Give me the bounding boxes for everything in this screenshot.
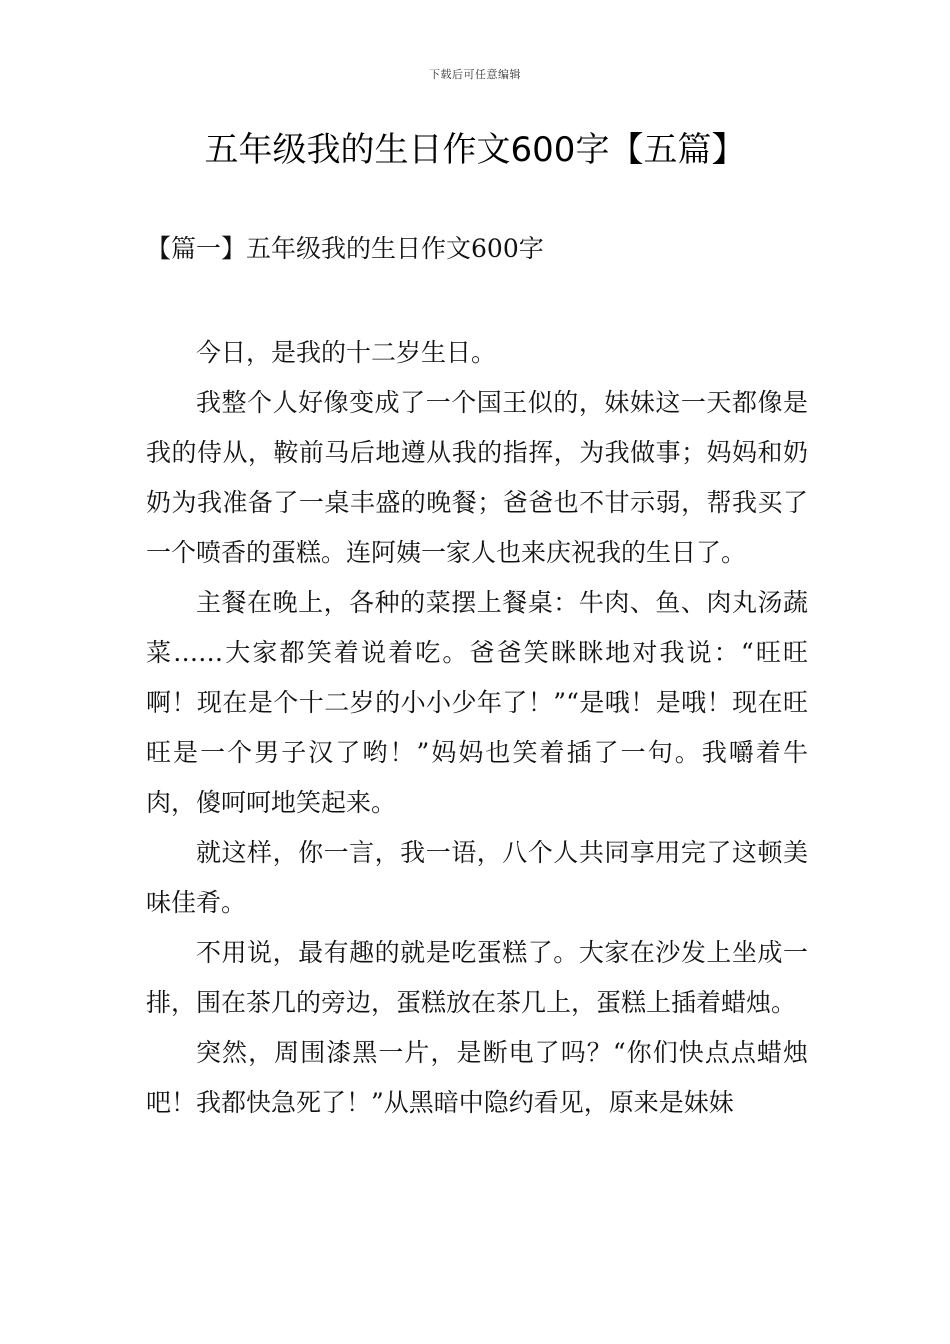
- paragraph: 就这样，你一言，我一语，八个人共同享用完了这顿美味佳肴。: [146, 838, 808, 917]
- document-title: 五年级我的生日作文600字【五篇】: [204, 130, 746, 170]
- body-text: [146, 328, 808, 1128]
- paragraph: 不用说，最有趣的就是吃蛋糕了。大家在沙发上坐成一排，围在茶几的旁边，蛋糕放在茶几上，蛋糕上插着蜡烛。: [146, 938, 808, 1017]
- paragraph: 今日，是我的十二岁生日。: [196, 338, 497, 367]
- header-note: 下载后可任意编辑: [429, 68, 521, 81]
- paragraph: 突然，周围漆黑一片，是断电了吗？“你们快点点蜡烛吧！我都快急死了！”从黑暗中隐约看见，原来是妹妹: [146, 1038, 808, 1117]
- paragraph: 我整个人好像变成了一个国王似的，妹妹这一天都像是我的侍从，鞍前马后地遵从我的指挥，为我做事；妈妈和奶奶为我准备了一桌丰盛的晚餐；爸爸也不甘示弱，帮我买了一个喷香的蛋糕。连阿姨一家人也来庆祝我的生日了。: [146, 388, 808, 567]
- section-heading: 【篇一】五年级我的生日作文600字: [146, 234, 544, 263]
- paragraph: 主餐在晚上，各种的菜摆上餐桌：牛肉、鱼、肉丸汤蔬菜……大家都笑着说着吃。爸爸笑眯眯地对我说：“旺旺啊！现在是个十二岁的小小少年了！”“是哦！是哦！现在旺旺是一个男子汉了哟！”妈妈也笑着插了一句。我嚼着牛肉，傻呵呵地笑起来。: [146, 588, 808, 817]
